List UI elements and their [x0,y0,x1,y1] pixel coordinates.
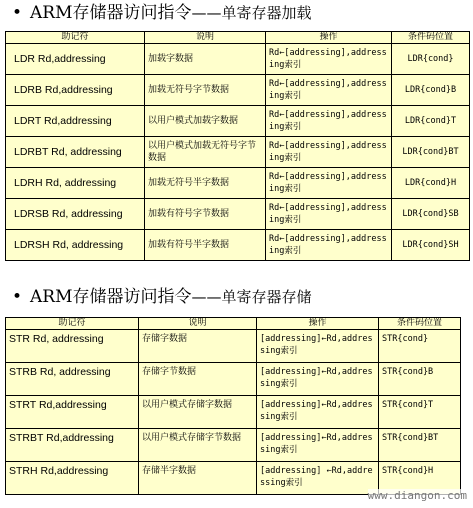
header-operation: 操作 [257,318,379,330]
condition-cell: LDR{cond}B [392,75,470,106]
table-row [6,396,461,429]
operation-cell: [addressing]←Rd,addressing索引 [257,363,379,396]
condition-cell: LDR{cond}SH [392,230,470,261]
header-description: 说明 [139,318,257,330]
condition-cell: STR{cond}T [379,396,461,429]
instruction-cell: LDRH Rd, addressing [6,168,145,199]
condition-cell: STR{cond}H [379,462,461,495]
instruction-cell: LDRB Rd,addressing [6,75,145,106]
instruction-cell: STRT Rd,addressing [6,396,139,429]
instruction-cell: STRB Rd, addressing [6,363,139,396]
table-header-row [6,318,461,330]
load-section-heading [12,1,312,25]
store-section-subtitle: ——单寄存器存储 [191,288,312,306]
operation-cell: Rd←[addressing],addressing索引 [266,75,392,106]
condition-cell: STR{cond}BT [379,429,461,462]
instruction-cell: LDRT Rd,addressing [6,106,145,137]
bullet-icon: • [12,3,23,23]
operation-cell: Rd←[addressing],addressing索引 [266,44,392,75]
operation-cell: Rd←[addressing],addressing索引 [266,106,392,137]
description-cell: 加载字数据 [145,44,266,75]
operation-cell: [addressing] ←Rd,addressing索引 [257,462,379,495]
table-row [6,330,461,363]
table-row [6,75,470,106]
header-condition: 条件码位置 [379,318,461,330]
description-cell: 以用户模式存储字节数据 [139,429,257,462]
header-instruction: 助记符 [6,318,139,330]
instruction-cell: STR Rd, addressing [6,330,139,363]
operation-cell: Rd←[addressing],addressing索引 [266,230,392,261]
description-cell: 加载无符号半字数据 [145,168,266,199]
operation-cell: Rd←[addressing],addressing索引 [266,199,392,230]
instruction-cell: LDR Rd,addressing [6,44,145,75]
table-row [6,199,470,230]
condition-cell: LDR{cond} [392,44,470,75]
store-section-title: ARM存储器访问指令 [30,287,192,307]
watermark-text: www.diangon.com [367,489,467,502]
table-row [6,106,470,137]
table-row [6,137,470,168]
condition-cell: STR{cond} [379,330,461,363]
header-instruction: 助记符 [6,32,145,44]
condition-cell: LDR{cond}BT [392,137,470,168]
store-instructions-table [5,317,461,495]
load-section-subtitle: ——单寄存器加载 [191,4,312,22]
description-cell: 存储半字数据 [139,462,257,495]
operation-cell: Rd←[addressing],addressing索引 [266,137,392,168]
table-row [6,168,470,199]
bullet-icon: • [12,287,23,307]
header-operation: 操作 [266,32,392,44]
description-cell: 加载有符号字节数据 [145,199,266,230]
description-cell: 加载无符号字节数据 [145,75,266,106]
description-cell: 以用户模式加载无符号字节数据 [145,137,266,168]
operation-cell: Rd←[addressing],addressing索引 [266,168,392,199]
description-cell: 存储字数据 [139,330,257,363]
description-cell: 存储字节数据 [139,363,257,396]
operation-cell: [addressing]←Rd,addressing索引 [257,330,379,363]
instruction-cell: LDRSB Rd, addressing [6,199,145,230]
load-instructions-table [5,31,470,261]
table-row [6,230,470,261]
table-row [6,363,461,396]
condition-cell: STR{cond}B [379,363,461,396]
condition-cell: LDR{cond}SB [392,199,470,230]
condition-cell: LDR{cond}H [392,168,470,199]
instruction-cell: STRH Rd,addressing [6,462,139,495]
operation-cell: [addressing]←Rd,addressing索引 [257,396,379,429]
condition-cell: LDR{cond}T [392,106,470,137]
table-header-row [6,32,470,44]
store-section-heading [12,285,312,309]
header-description: 说明 [145,32,266,44]
instruction-cell: LDRSH Rd, addressing [6,230,145,261]
description-cell: 以用户模式加载字数据 [145,106,266,137]
instruction-cell: STRBT Rd,addressing [6,429,139,462]
header-condition: 条件码位置 [392,32,470,44]
description-cell: 加载有符号半字数据 [145,230,266,261]
instruction-cell: LDRBT Rd, addressing [6,137,145,168]
description-cell: 以用户模式存储字数据 [139,396,257,429]
table-row [6,44,470,75]
operation-cell: [addressing]←Rd,addressing索引 [257,429,379,462]
load-section-title: ARM存储器访问指令 [30,3,192,23]
table-row [6,429,461,462]
